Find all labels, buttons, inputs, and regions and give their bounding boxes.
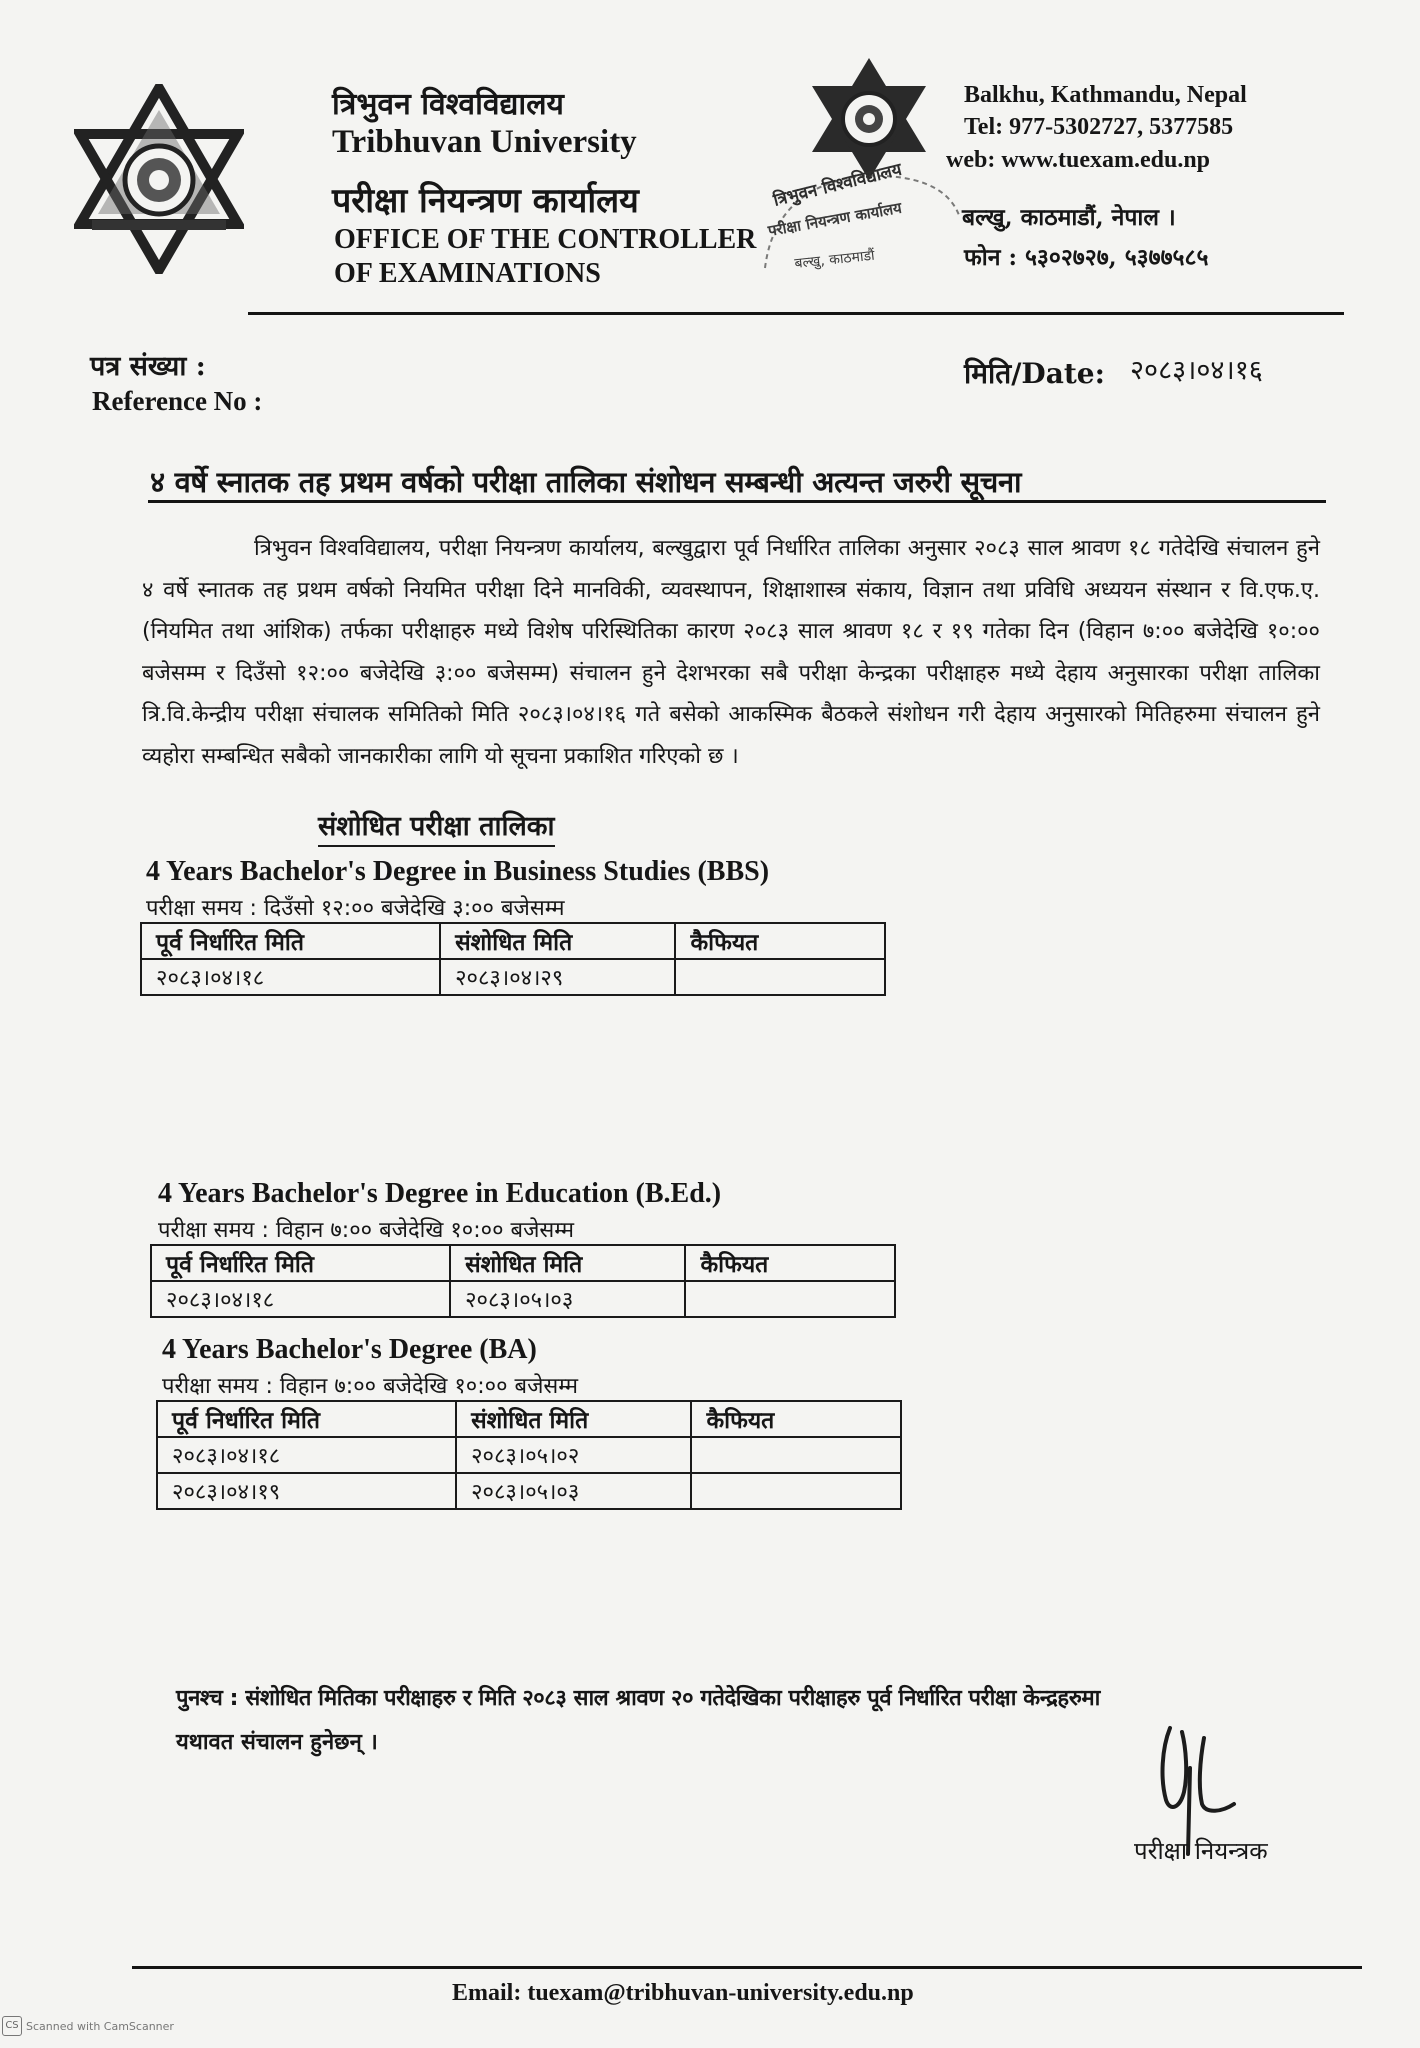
- university-name-english: Tribhuvan University: [332, 124, 637, 160]
- column-header-original-date: पूर्व निर्धारित मिति: [141, 923, 440, 959]
- table-row: [157, 1437, 901, 1473]
- office-name-english-line1: OFFICE OF THE CONTROLLER: [334, 224, 757, 255]
- address-english: Balkhu, Kathmandu, Nepal: [964, 82, 1247, 108]
- column-header-remarks: कैफियत: [691, 1401, 901, 1437]
- remarks-cell: [685, 1281, 895, 1317]
- reference-label-nepali: पत्र संख्या :: [90, 351, 206, 382]
- revised-date-cell: २०८३।०५।०३: [456, 1473, 691, 1509]
- header-divider: [248, 312, 1344, 315]
- original-date-cell: २०८३।०४।१९: [157, 1473, 456, 1509]
- revised-date-cell: २०८३।०४।२९: [440, 959, 675, 995]
- ba-section-title: 4 Years Bachelor's Degree (BA): [162, 1334, 537, 1365]
- svg-text:परीक्षा नियन्त्रण कार्यालय: परीक्षा नियन्त्रण कार्यालय: [766, 198, 904, 240]
- office-seal-stamp: [755, 158, 965, 278]
- remarks-cell: [675, 959, 885, 995]
- camscanner-text: Scanned with CamScanner: [26, 2019, 174, 2033]
- column-header-remarks: कैफियत: [675, 923, 885, 959]
- table-header-row: [141, 923, 885, 959]
- bbs-section-title: 4 Years Bachelor's Degree in Business Studies (BBS): [146, 856, 770, 887]
- postscript-line2: यथावत संचालन हुनेछन् ।: [176, 1730, 378, 1755]
- table-header-row: [151, 1245, 895, 1281]
- table-header-row: [157, 1401, 901, 1437]
- phone-nepali: फोन : ५३०२७२७, ५३७७५८५: [964, 244, 1209, 271]
- bed-exam-time: परीक्षा समय : विहान ७:०० बजेदेखि १०:०० बजेसम्म: [158, 1218, 574, 1243]
- bed-schedule-table: [150, 1244, 896, 1318]
- table-row: [157, 1473, 901, 1509]
- camscanner-badge: [2, 2016, 174, 2036]
- original-date-cell: २०८३।०४।१८: [157, 1437, 456, 1473]
- revised-date-cell: २०८३।०५।०३: [450, 1281, 685, 1317]
- revised-schedule-heading: संशोधित परीक्षा तालिका: [318, 806, 555, 847]
- signatory-title: परीक्षा नियन्त्रक: [1134, 1837, 1268, 1865]
- bbs-exam-time: परीक्षा समय : दिउँसो १२:०० बजेदेखि ३:०० बजेसम्म: [146, 896, 565, 921]
- address-nepali: बल्खु, काठमाडौं, नेपाल ।: [962, 204, 1176, 231]
- column-header-remarks: कैफियत: [685, 1245, 895, 1281]
- notice-title: ४ वर्षे स्नातक तह प्रथम वर्षको परीक्षा तालिका संशोधन सम्बन्धी अत्यन्त जरुरी सूचना: [150, 465, 1022, 499]
- bbs-schedule-table: [140, 922, 886, 996]
- notice-body: त्रिभुवन विश्वविद्यालय, परीक्षा नियन्त्रण कार्यालय, बल्खुद्वारा पूर्व निर्धारित तालिका अनुसार २०८३ साल श्रावण १८ गतेदेखि संचालन हुने ४ वर्षे स्नातक तह प्रथम वर्षको नियमित परीक्षा दिने मानविकी, व्यवस्थापन, शिक्षाशास्त्र संकाय, विज्ञान तथा प्रविधि अध्ययन संस्थान र वि.एफ.ए. (नियमित तथा आंशिक) तर्फका परीक्षाहरु मध्ये विशेष परिस्थितिका कारण २०८३ साल श्रावण १८ र १९ गतेका दिन (विहान ७:०० बजेदेखि १०:०० बजेसम्म र दिउँसो १२:०० बजेदेखि ३:०० बजेसम्म) संचालन हुने देशभरका सबै परीक्षा केन्द्रका परीक्षाहरु मध्ये देहाय अनुसारका परीक्षा तालिका त्रि.वि.केन्द्रीय परीक्षा संचालक समितिको मिति २०८३।०४।१६ गते बसेको आकस्मिक बैठकले संशोधन गरी देहाय अनुसारको मितिहरुमा संचालन हुने व्यहोरा सम्बन्धित सबैको जानकारीका लागि यो सूचना प्रकाशित गरिएको छ ।: [142, 536, 1320, 769]
- notice-title-underline: [148, 500, 1326, 503]
- footer-email: Email: tuexam@tribhuvan-university.edu.np: [452, 1980, 914, 2006]
- ba-schedule-table: [156, 1400, 902, 1510]
- office-name-english-line2: OF EXAMINATIONS: [334, 258, 601, 289]
- camscanner-icon: CS: [2, 2016, 22, 2036]
- telephone: Tel: 977-5302727, 5377585: [964, 114, 1234, 140]
- column-header-revised-date: संशोधित मिति: [456, 1401, 691, 1437]
- university-logo-left: [74, 84, 244, 274]
- table-row: [151, 1281, 895, 1317]
- footer-divider: [132, 1966, 1362, 1969]
- office-name-nepali: परीक्षा नियन्त्रण कार्यालय: [332, 181, 639, 221]
- university-name-nepali: त्रिभुवन विश्वविद्यालय: [332, 87, 564, 122]
- ba-exam-time: परीक्षा समय : विहान ७:०० बजेदेखि १०:०० बजेसम्म: [162, 1374, 578, 1399]
- remarks-cell: [691, 1473, 901, 1509]
- date-label: मिति/Date:: [964, 357, 1105, 390]
- remarks-cell: [691, 1437, 901, 1473]
- column-header-original-date: पूर्व निर्धारित मिति: [157, 1401, 456, 1437]
- table-row: [141, 959, 885, 995]
- original-date-cell: २०८३।०४।१८: [141, 959, 440, 995]
- column-header-revised-date: संशोधित मिति: [450, 1245, 685, 1281]
- svg-text:बल्खु, काठमाडौं: बल्खु, काठमाडौं: [793, 247, 876, 272]
- revised-date-cell: २०८३।०५।०२: [456, 1437, 691, 1473]
- column-header-original-date: पूर्व निर्धारित मिति: [151, 1245, 450, 1281]
- website: web: www.tuexam.edu.np: [946, 147, 1211, 173]
- bed-section-title: 4 Years Bachelor's Degree in Education (B.Ed.): [158, 1178, 722, 1209]
- postscript-line1: पुनश्च : संशोधित मितिका परीक्षाहरु र मिति २०८३ साल श्रावण २० गतेदेखिका परीक्षाहरु पूर्व निर्धारित परीक्षा केन्द्रहरुमा: [176, 1686, 1100, 1711]
- reference-label-english: Reference No :: [92, 386, 263, 416]
- svg-text:त्रिभुवन विश्वविद्यालय: त्रिभुवन विश्वविद्यालय: [771, 159, 904, 211]
- original-date-cell: २०८३।०४।१८: [151, 1281, 450, 1317]
- column-header-revised-date: संशोधित मिति: [440, 923, 675, 959]
- date-value: २०८३।०४।१६: [1130, 355, 1263, 386]
